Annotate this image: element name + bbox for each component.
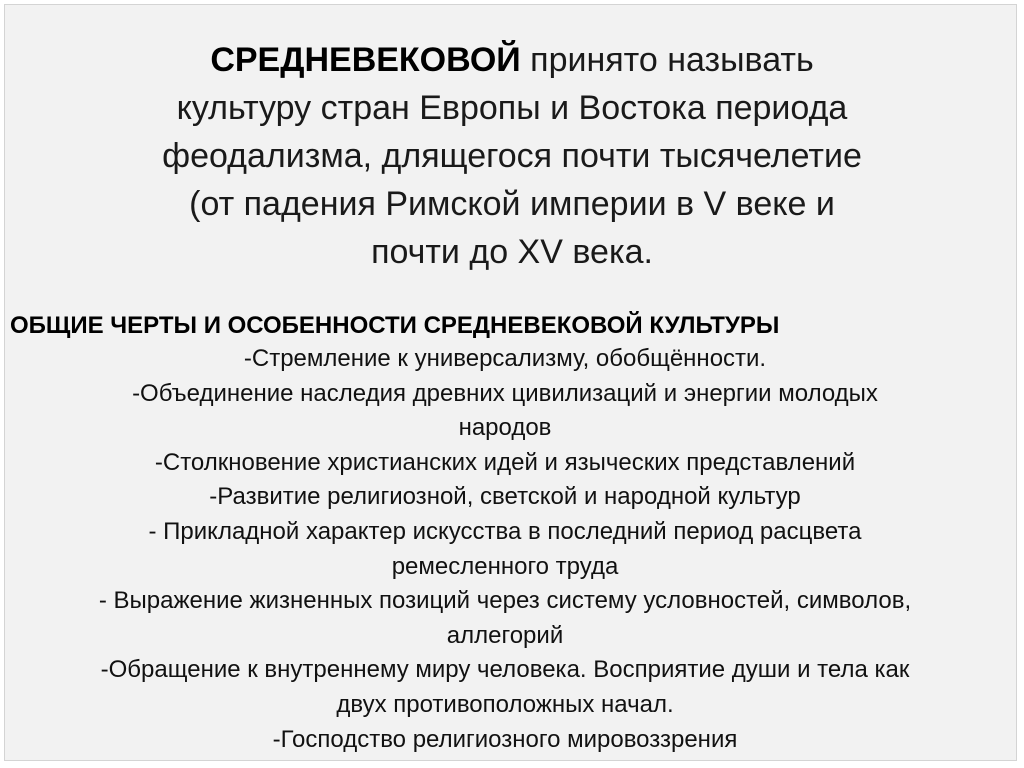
features-list [0,342,1010,757]
intro-bold-term: СРЕДНЕВЕКОВОЙ [210,41,521,79]
feature-line: -Стремление к универсализму, обобщённости. [243,345,767,372]
section-title: ОБЩИЕ ЧЕРТЫ И ОСОБЕННОСТИ СРЕДНЕВЕКОВОЙ КУЛЬТУРЫ [10,312,780,339]
intro-line-1 [0,36,1024,84]
intro-line-1-rest: принято называть [520,41,814,79]
feature-line: -Столкновение христианских идей и языческих представлений [154,448,856,476]
feature-line: - Выражение жизненных позиций через систему условностей, символов, [98,587,912,615]
feature-line: ремесленного труда [391,552,619,580]
feature-line: -Объединение наследия древних цивилизаций и энергии молодых [132,379,878,407]
feature-line: -Обращение к внутреннему миру человека. Восприятие души и тела как [100,656,910,684]
feature-line: двух противоположных начал. [336,690,674,718]
feature-line: аллегорий [446,621,564,649]
intro-line-2: культуру стран Европы и Востока периода [176,89,848,127]
intro-line-3: феодализма, длящегося почти тысячелетие [162,137,862,175]
feature-line: -Развитие религиозной, светской и народной культур [209,483,801,511]
feature-line: народов [458,414,552,442]
intro-paragraph [0,36,1024,276]
feature-line: - Прикладной характер искусства в последний период расцвета [148,517,862,545]
feature-line: -Господство религиозного мировоззрения [272,725,738,753]
intro-line-4: (от падения Римской империи в V веке и [189,185,835,223]
intro-line-5: почти до XV века. [371,233,653,271]
